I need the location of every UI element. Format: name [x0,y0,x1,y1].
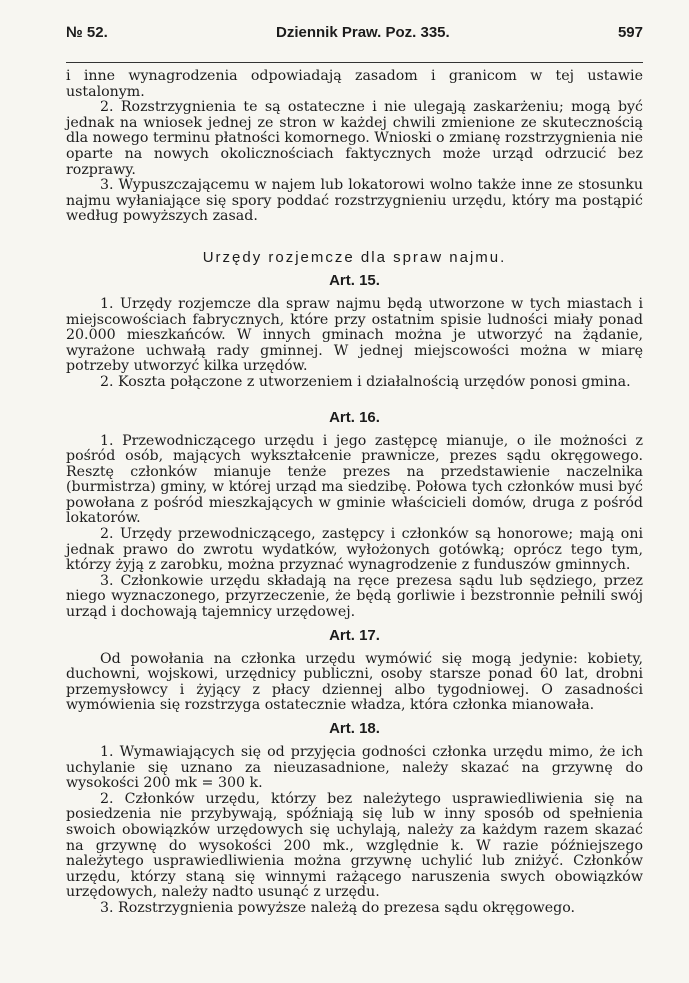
paragraph: 1. Przewodniczącego urzędu i jego zastępcę mianuje, o ile możności z pośród osób, mających wykształcenie prawnicze, prezes sądu okręgowego. Resztę członków mianuje tenże prezes na przedstawienie naczelnika (burmistrza) gminy, w której urząd ma siedzibę. Połowa tych członków musi być powołana z pośród mieszkających w gminie właścicieli domów, druga z pośród lokatorów. [66,432,643,527]
paragraph: 3. Wypuszczającemu w najem lub lokatorowi wolno także inne ze stosunku najmu wyłaniające się spory poddać rozstrzygnieniu urzędu, który ma postąpić według powyższych zasad. [66,177,643,225]
article-title-16: Art. 16. [329,408,380,426]
issue-number: № 52. [66,24,108,41]
paragraph: i inne wynagrodzenia odpowiadają zasadom i granicom w tej ustawie ustalonym. [66,68,643,100]
article-title-15: Art. 15. [329,271,380,289]
page-header [66,24,643,50]
paragraph: 2. Koszta połączone z utworzeniem i działalnością urzędów ponosi gmina. [100,373,631,390]
journal-title: Dziennik Praw. Poz. 335. [276,24,450,41]
paragraph: 3. Rozstrzygnienia powyższe należą do prezesa sądu okręgowego. [100,899,576,916]
paragraph: 2. Rozstrzygnienia te są ostateczne i nie ulegają zaskarżeniu; mogą być jednak na wniosek jednej ze stron w każdej chwili zmienione ze skutecznością dla nowego terminu płatności komornego. Wnioski o zmianę rozstrzygnienia nie oparte na nowych okolicznościach faktycznych może urząd odrzucić bez rozprawy. [66,99,643,178]
paragraph: 3. Członkowie urzędu składają na ręce prezesa sądu lub sędziego, przez niego wyznaczonego, przyrzeczenie, że będą gorliwie i bezstronnie pełnili swój urząd i dochowają tajemnicy urzędowej. [66,572,643,621]
paragraph: 1. Wymawiających się od przyjęcia godności członka urzędu mimo, że ich uchylanie się uznano za nieuzasadnione, należy skazać na grzywnę do wysokości 200 mk = 300 k. [66,744,643,792]
section-title: Urzędy rozjemcze dla spraw najmu. [202,248,507,266]
header-rule [66,62,643,63]
article-title-17: Art. 17. [329,626,380,644]
paragraph: 2. Członków urzędu, którzy bez należytego usprawiedliwienia się na posiedzenia nie przybywają, spóźniają się lub w inny sposób od spełnienia swoich obowiązków urzędowych się uchylają, należy za każdym razem skazać na grzywnę do wysokości 200 mk., względnie k. W razie późniejszego należytego usprawiedliwienia można grzywnę uchylić lub zniżyć. Członków urzędu, którzy staną się winnymi rażącego naruszenia swych obowiązków urzędowych, należy nadto usunąć z urzędu. [66,790,643,901]
paragraph: Od powołania na członka urzędu wymówić się mogą jedynie: kobiety, duchowni, wojskowi, urzędnicy publiczni, osoby starsze ponad 60 lat, drobni przemysłowcy i żyjący z płacy dziennej albo tygodniowej. O zasadności wymówienia się rozstrzyga ostatecznie władza, która członka mianowała. [66,650,643,714]
page-number: 597 [617,24,643,41]
paragraph: 1. Urzędy rozjemcze dla spraw najmu będą utworzone w tych miastach i miejscowościach fabrycznych, które przy ostatnim spisie ludności miały ponad 20.000 mieszkańców. W innych gminach można je utworzyć na żądanie, wyrażone uchwałą rady gminnej. W jednej miejscowości można w miarę potrzeby utworzyć kilka urzędów. [66,295,643,375]
paragraph: 2. Urzędy przewodniczącego, zastępcy i członków są honorowe; mają oni jednak prawo do zwrotu wydatków, wyłożonych gotówką; oprócz tego tym, którzy żyją z zarobku, można przyznać wynagrodzenie z funduszów gminnych. [66,526,643,574]
article-title-18: Art. 18. [329,720,380,737]
